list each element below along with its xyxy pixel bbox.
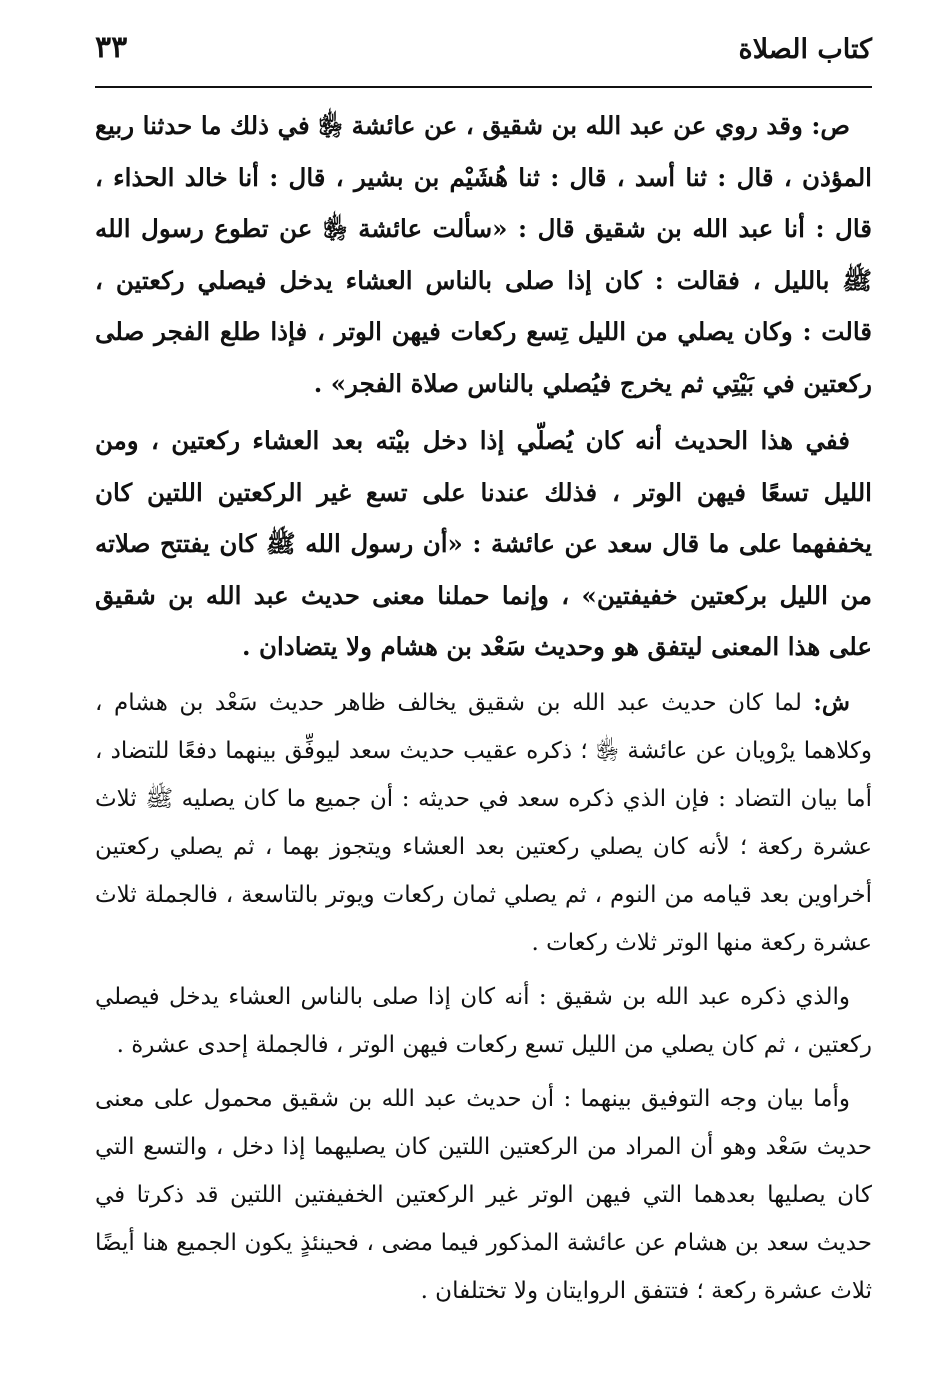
sharh-paragraph-3: [95, 1075, 872, 1315]
sharh-paragraph-1: [95, 679, 872, 967]
header-rule: [95, 86, 872, 88]
paragraph-lead: ص:: [811, 111, 850, 140]
matn-paragraph-2: [95, 415, 872, 673]
paragraph-text: وقد روي عن عبد الله بن شقيق ، عن عائشة ﵂ في ذلك ما حدثنا ربيع المؤذن ، قال : ثنا أسد ، قال : ثنا هُشَيْم بن بشير ، قال : أنا خالد الحذاء ، قال : أنا عبد الله بن شقيق قال : «سألت عائشة ﵂ عن تطوع رسول الله ﷺ بالليل ، فقالت : كان إذا صلى بالناس العشاء يدخل فيصلي ركعتين ، قالت : وكان يصلي من الليل تِسع ركعات فيهن الوتر ، فإذا طلع الفجر صلى ركعتين في بَيْتِي ثم يخرج فيُصلي بالناس صلاة الفجر» .: [95, 111, 872, 398]
sharh-paragraph-2: [95, 973, 872, 1069]
page-number: ٣٣: [95, 30, 128, 65]
matn-paragraph-1: [95, 100, 872, 409]
paragraph-text: لما كان حديث عبد الله بن شقيق يخالف ظاهر حديث سَعْد بن هشام ، وكلاهما يرْويان عن عائشة ﵂ ؛ ذكره عقيب حديث سعد ليوفِّق بينهما دفعًا للتضاد ، أما بيان التضاد : فإن الذي ذكره سعد في حديثه : أن جميع ما كان يصليه ﷺ ثلاث عشرة ركعة ؛ لأنه كان يصلي ركعتين بعد العشاء ويتجوز بهما ، ثم يصلي ركعتين أخراوين بعد قيامه من النوم ، ثم يصلي ثمان ركعات ويوتر بالتاسعة ، فالجملة ثلاث عشرة ركعة منها الوتر ثلاث ركعات .: [95, 689, 872, 956]
paragraph-text: وأما بيان وجه التوفيق بينهما : أن حديث عبد الله بن شقيق محمول على معنى حديث سَعْد وهو أن المراد من الركعتين اللتين كان يصليهما إذا دخل ، والتسع التي كان يصليها بعدهما التي فيهن الوتر غير الركعتين الخفيفتين اللتين قد ذكرتا في حديث سعد بن هشام عن عائشة المذكور فيما مضى ، فحينئذٍ يكون الجميع هنا أيضًا ثلاث عشرة ركعة ؛ فتتفق الروايتان ولا تختلفان .: [95, 1085, 872, 1304]
paragraph-text: ففي هذا الحديث أنه كان يُصلّي إذا دخل بيْته بعد العشاء ركعتين ، ومن الليل تسعًا فيهن الوتر ، فذلك عندنا على تسع غير الركعتين اللتين كان يخففهما على ما قال سعد عن عائشة : «أن رسول الله ﷺ كان يفتتح صلاته من الليل بركعتين خفيفتين» ، وإنما حملنا معنى حديث عبد الله بن شقيق على هذا المعنى ليتفق هو وحديث سَعْد بن هشام ولا يتضادان .: [95, 426, 872, 661]
paragraph-lead: ش:: [813, 688, 850, 716]
running-title: كتاب الصلاة: [738, 34, 872, 65]
paragraph-text: والذي ذكره عبد الله بن شقيق : أنه كان إذا صلى بالناس العشاء يدخل فيصلي ركعتين ، ثم كان يصلي من الليل تسع ركعات فيهن الوتر ، فالجملة إحدى عشرة .: [95, 983, 872, 1058]
page-header: [95, 28, 872, 84]
body-text: [95, 100, 872, 1321]
